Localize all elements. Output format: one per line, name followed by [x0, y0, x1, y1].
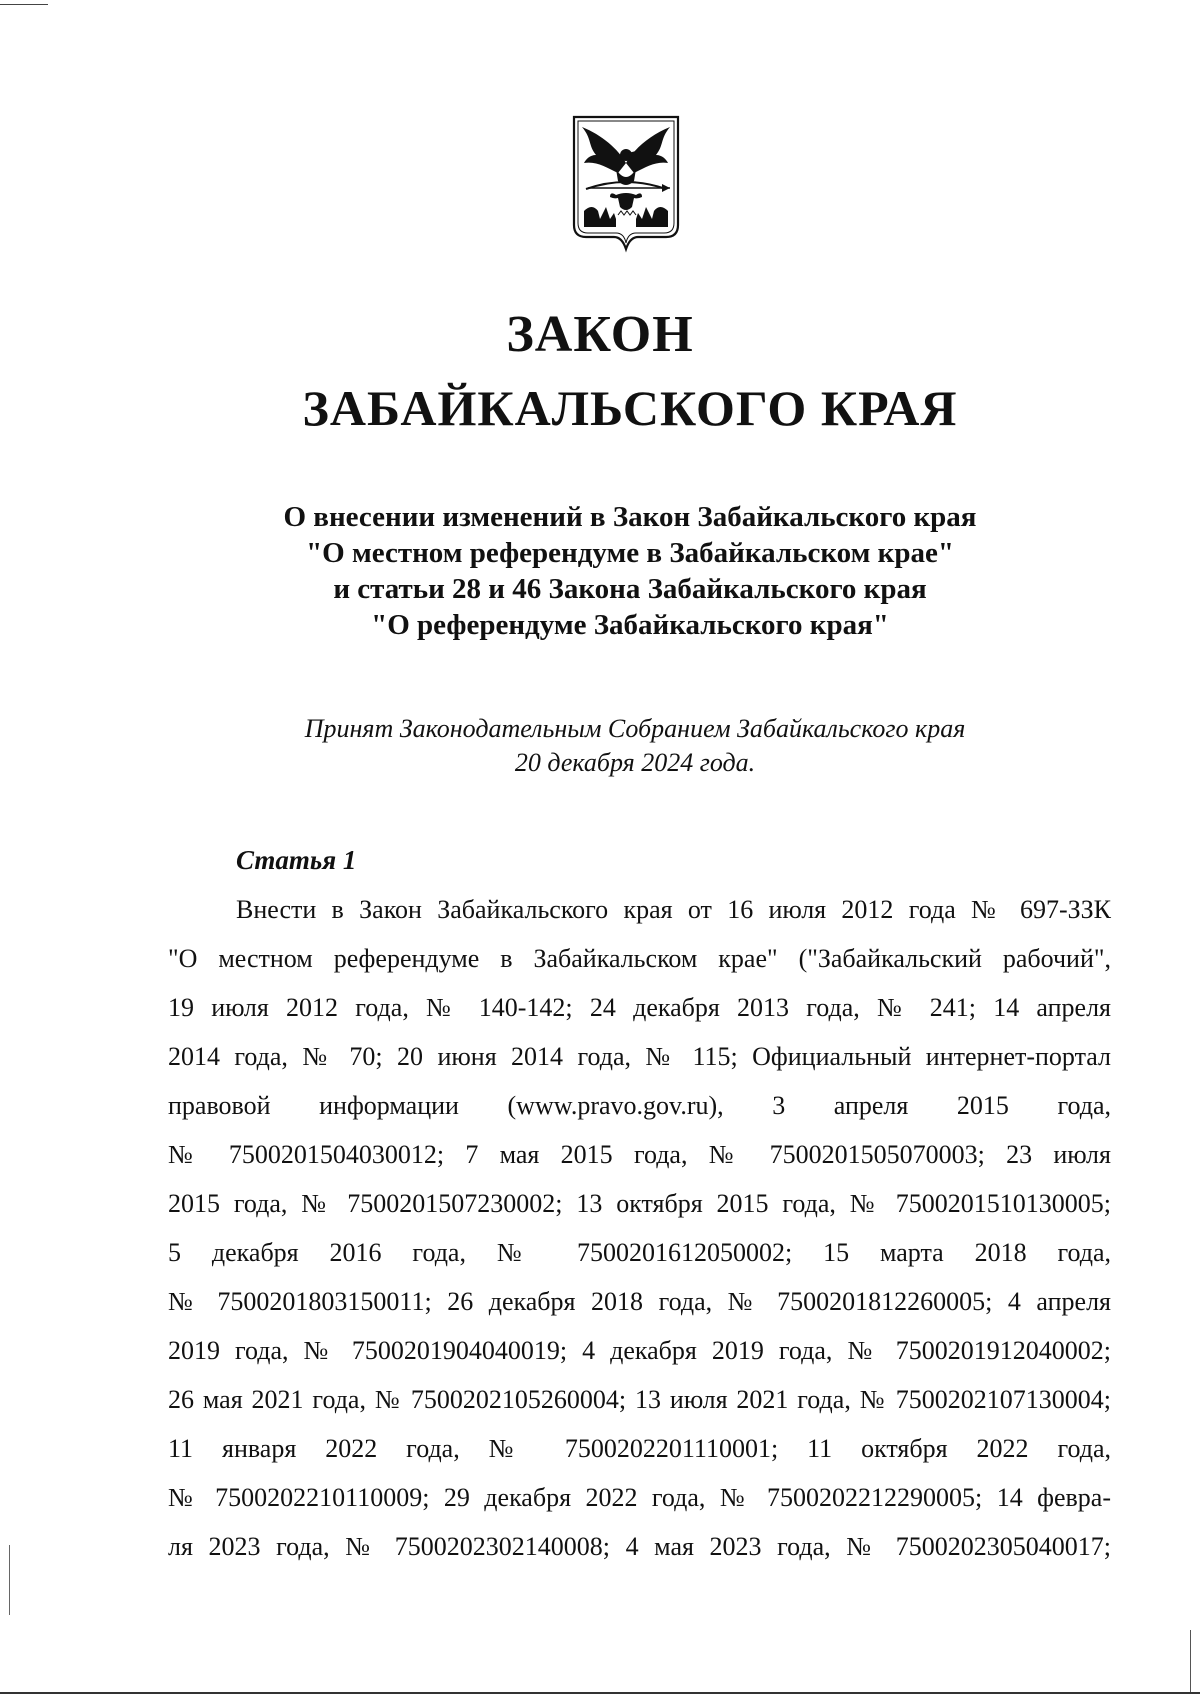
body-line: правовой информации (www.pravo.gov.ru), 3 апреля 2015 года,	[168, 1091, 1111, 1120]
scan-artifact-bottom-right	[1190, 1630, 1191, 1692]
scan-artifact-bottom	[0, 1692, 1200, 1694]
law-subject-line: и статьи 28 и 46 Закона Забайкальского края	[333, 573, 927, 605]
body-line: № 7500201803150011; 26 декабря 2018 года, № 7500201812260005; 4 апреля	[168, 1287, 1111, 1316]
law-subject	[130, 499, 1130, 643]
article-body	[168, 885, 1111, 1571]
law-subject-line: О внесении изменений в Закон Забайкальского края	[283, 501, 977, 533]
adoption-date: 20 декабря 2024 года.	[514, 748, 756, 777]
body-line: 11 января 2022 года, № 7500202201110001; 11 октября 2022 года,	[168, 1434, 1111, 1463]
body-line: 2015 года, № 7500201507230002; 13 октября 2015 года, № 7500201510130005;	[168, 1189, 1111, 1218]
body-line: Внести в Закон Забайкальского края от 16 июля 2012 года № 697-ЗЗК	[236, 895, 1111, 924]
scan-artifact-left	[9, 1545, 10, 1615]
adoption-note	[130, 712, 1140, 780]
body-line: № 7500201504030012; 7 мая 2015 года, № 7500201505070003; 23 июля	[168, 1140, 1111, 1169]
body-line: 2014 года, № 70; 20 июня 2014 года, № 115; Официальный интернет-портал	[168, 1042, 1111, 1071]
adoption-note-line: Принят Законодательным Собранием Забайкальского края	[304, 714, 966, 743]
document-title: ЗАКОН	[506, 306, 694, 363]
body-line: ля 2023 года, № 7500202302140008; 4 мая 2023 года, № 7500202305040017;	[168, 1532, 1111, 1561]
coat-of-arms-icon	[566, 115, 686, 260]
body-line: 2019 года, № 7500201904040019; 4 декабря 2019 года, № 7500201912040002;	[168, 1336, 1111, 1365]
body-line: 5 декабря 2016 года, № 7500201612050002; 15 марта 2018 года,	[168, 1238, 1111, 1267]
document-region-title: ЗАБАЙКАЛЬСКОГО КРАЯ	[302, 380, 958, 436]
law-subject-line: "О местном референдуме в Забайкальском крае"	[306, 537, 954, 569]
body-line: "О местном референдуме в Забайкальском крае" ("Забайкальский рабочий",	[168, 944, 1111, 973]
scan-artifact-top	[0, 4, 48, 5]
body-line: 26 мая 2021 года, № 7500202105260004; 13 июля 2021 года, № 7500202107130004;	[168, 1385, 1111, 1414]
article-heading: Статья 1	[236, 845, 357, 875]
law-subject-line: "О референдуме Забайкальского края"	[371, 609, 889, 641]
body-line: 19 июля 2012 года, № 140-142; 24 декабря 2013 года, № 241; 14 апреля	[168, 993, 1111, 1022]
body-line: № 7500202210110009; 29 декабря 2022 года, № 7500202212290005; 14 февра-	[168, 1483, 1111, 1512]
